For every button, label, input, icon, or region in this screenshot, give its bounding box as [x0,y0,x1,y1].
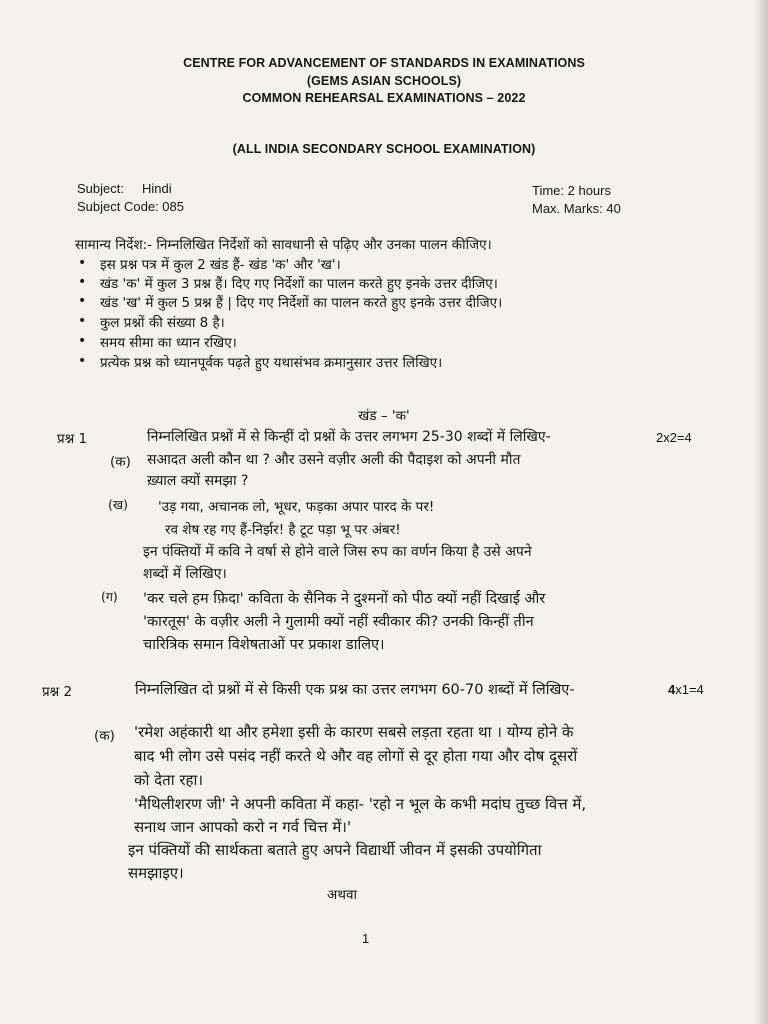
question-2a-line: 'मैथिलीशरण जी' ने अपनी कविता में कहा- 'रहो न भूल के कभी मदांघ तुच्छ वित्त में, [134,795,587,813]
question-1c-line: 'कारतूस' के वज़ीर अली ने गुलामी क्यों नहीं स्वीकार की? उनकी किन्हीं तीन [143,614,534,630]
subject-value: Hindi [142,181,172,196]
question-2-label: प्रश्न 2 [42,684,73,700]
school-group: (GEMS ASIAN SCHOOLS) [306,74,462,88]
instruction-item: • प्रत्येक प्रश्न को ध्यानपूर्वक पढ़ते हुए यथासंभव क्रमानुसार उत्तर लिखिए। [100,353,442,371]
instruction-item: • खंड 'क' में कुल 3 प्रश्न हैं। दिए गए निर्देशों का पालन करते हुए इनके उत्तर दीजिए। [100,274,498,292]
instruction-item: • समय सीमा का ध्यान रखिए। [100,333,237,351]
question-1c-label: (ग) [101,589,118,604]
question-1c-line: 'कर चले हम फ़िदा' कविता के सैनिक ने दुश्मनों को पीठ क्यों नहीं दिखाई और [143,591,546,607]
question-1a-line: सआदत अली कौन था ? और उसने वज़ीर अली की पैदाइश को अपनी मौत [147,452,521,468]
question-1b-label: (ख) [108,497,128,512]
question-2a-line: इन पंक्तियों की सार्थकता बताते हुए अपने विद्यार्थी जीवन में इसकी उपयोगिता [128,841,542,859]
page-number: 1 [362,931,370,946]
exam-name: COMMON REHEARSAL EXAMINATIONS – 2022 [242,91,526,105]
exam-type: (ALL INDIA SECONDARY SCHOOL EXAMINATION) [232,142,536,156]
time-allowed: Time: 2 hours [532,183,611,198]
question-1b-line: शब्दों में लिखिए। [143,566,227,582]
question-1b-line: रव शेष रह गए हैं-निर्झर! है टूट पड़ा भू पर अंबर! [165,522,401,538]
question-1-marks: 2x2=4 [656,430,692,445]
question-1-label: प्रश्न 1 [57,431,88,447]
section-heading: खंड – 'क' [358,408,410,424]
question-2a-line: सनाथ जान आपको करो न गर्व चित्त में।' [134,818,352,836]
question-2a-line: को देता रहा। [134,771,204,789]
question-1c-line: चारित्रिक समान विशेषताओं पर प्रकाश डालिए। [143,637,385,653]
instruction-item: • खंड 'ख' में कुल 5 प्रश्न हैं | दिए गए निर्देशों का पालन करते हुए इनके उत्तर दीजिए। [100,293,502,311]
subject-code: Subject Code: 085 [77,199,184,214]
question-2-marks-formula: x1=4 [675,682,704,697]
question-1b-line: 'उड़ गया, अचानक लो, भूधर, फड़का अपार पारद के पर! [158,499,435,515]
max-marks: Max. Marks: 40 [532,201,621,216]
question-1-text: निम्नलिखित प्रश्नों में से किन्हीं दो प्रश्नों के उत्तर लगभग 25-30 शब्दों में लिखिए- [147,429,551,445]
question-1a-label: (क) [110,454,131,470]
question-2a-line: बाद भी लोग उसे पसंद नहीं करते थे और वह लोगों से दूर होता गया और दोष दूसरों [134,747,578,765]
question-1a-line: ख़्याल क्यों समझा ? [147,473,249,489]
instruction-item: • कुल प्रश्नों की संख्या 8 है। [100,313,225,331]
or-separator: अथवा [327,887,357,903]
subject-label: Subject: [77,181,124,196]
question-1b-line: इन पंक्तियों में कवि ने वर्षा से होने वाले जिस रुप का वर्णन किया है उसे अपने [143,544,532,560]
general-instructions-intro: सामान्य निर्देश:- निम्नलिखित निर्देशों को सावधानी से पढ़िए और उनका पालन कीजिए। [75,237,492,253]
question-2-text: निम्नलिखित दो प्रश्नों में से किसी एक प्रश्न का उत्तर लगभग 60-70 शब्दों में लिखिए- [135,682,575,698]
question-2a-line: 'रमेश अहंकारी था और हमेशा इसी के कारण सबसे लड़ता रहता था । योग्य होने के [134,723,574,741]
question-2a-line: समझाइए। [128,864,184,882]
question-2-marks [668,682,704,697]
question-2a-label: (क) [94,728,115,744]
instruction-item: • इस प्रश्न पत्र में कुल 2 खंड हैं- खंड 'क' और 'ख'। [100,255,341,273]
question-2-marks-count: 4 [668,682,676,697]
page-edge-shadow [754,0,768,1024]
institution-title: CENTRE FOR ADVANCEMENT OF STANDARDS IN EXAMINATIONS [183,56,585,70]
